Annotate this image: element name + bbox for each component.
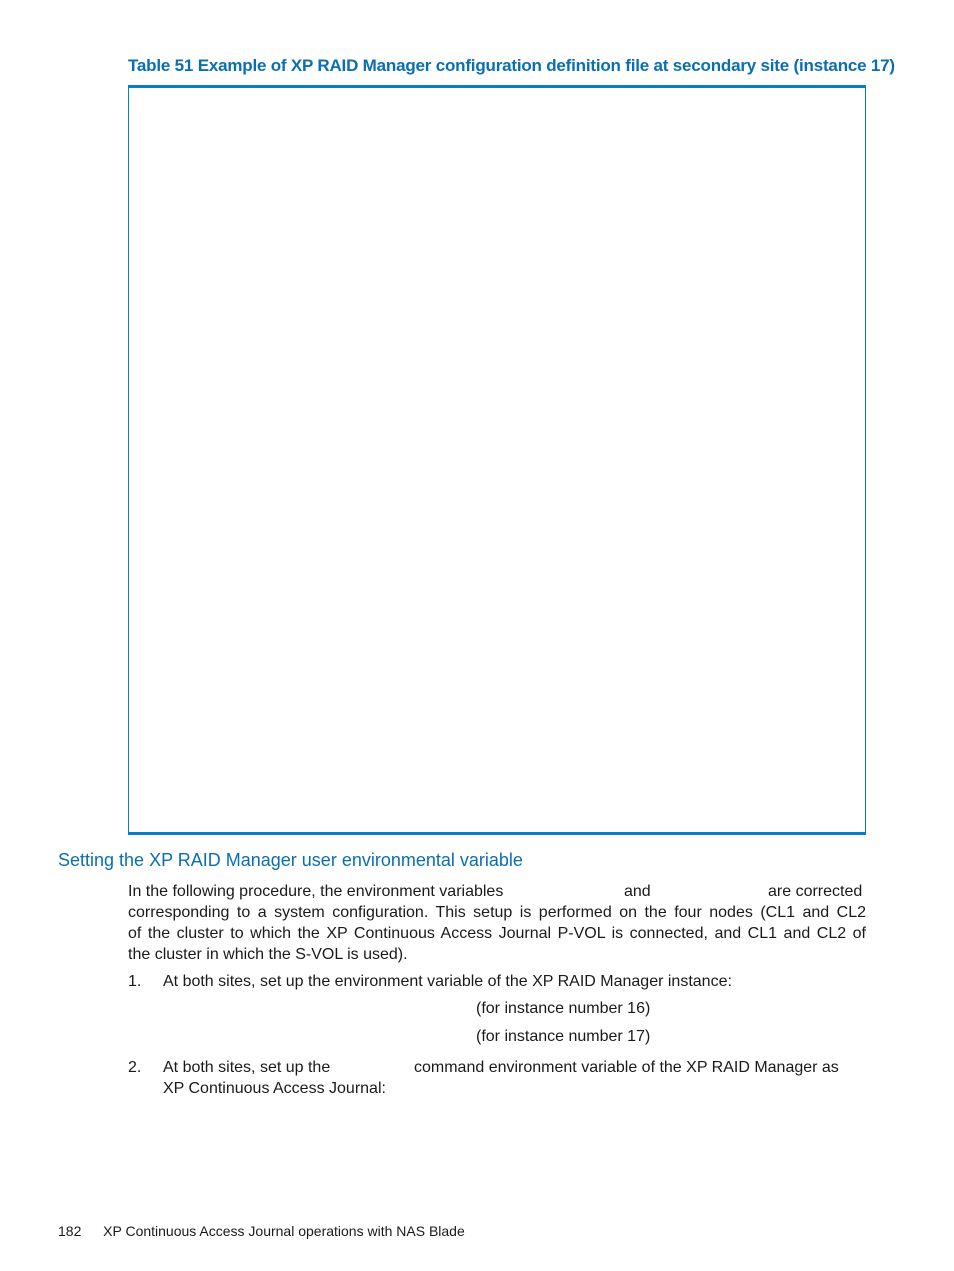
intro-text-part2: and (624, 883, 651, 900)
page-number: 182 (58, 1223, 82, 1239)
intro-text-line4: the cluster in which the S-VOL is used). (128, 946, 408, 963)
step-1-number: 1. (128, 973, 142, 990)
config-table-frame (128, 85, 866, 835)
step-2-text-part2: command environment variable of the XP RAID Manager as (414, 1059, 839, 1076)
step-2-text-part1: At both sites, set up the (163, 1059, 331, 1076)
step-1-sub-item-17: (for instance number 17) (476, 1028, 651, 1045)
intro-text-line3: of the cluster to which the XP Continuous Access Journal P-VOL is connected, and CL1 and CL2 of (128, 925, 866, 942)
footer-title: XP Continuous Access Journal operations with NAS Blade (103, 1223, 465, 1239)
page-footer (58, 1223, 465, 1239)
intro-text-part3: are corrected (768, 883, 863, 900)
section-heading: Setting the XP RAID Manager user environmental variable (58, 850, 523, 870)
intro-text-part1: In the following procedure, the environment variables (128, 883, 504, 900)
step-1-sub-item-16: (for instance number 16) (476, 1000, 651, 1017)
step-1-text: At both sites, set up the environment variable of the XP RAID Manager instance: (163, 973, 732, 990)
table-caption: Table 51 Example of XP RAID Manager configuration definition file at secondary site (instance 17) (128, 56, 895, 75)
intro-text-line2: corresponding to a system configuration. This setup is performed on the four nodes (CL1 and CL2 (128, 904, 866, 921)
step-2-text-line2: XP Continuous Access Journal: (163, 1080, 386, 1097)
step-2-number: 2. (128, 1059, 142, 1076)
